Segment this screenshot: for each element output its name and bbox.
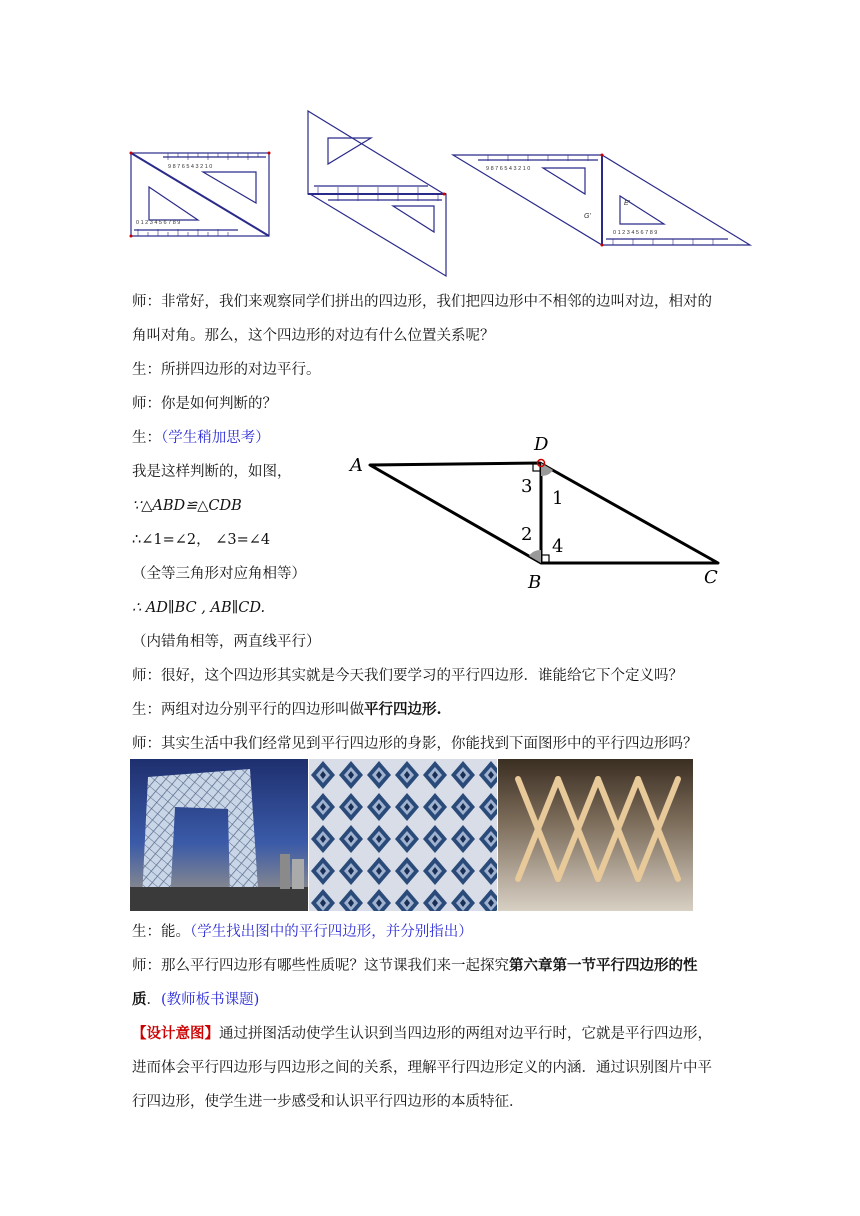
student-note: （学生稍加思考） [161,430,270,446]
angle-label-4: 4 [552,536,564,557]
teacher-note: (教师板书课题) [161,992,260,1008]
angle-label-2: 2 [521,524,533,545]
set-squares-figure [128,108,753,280]
dialogue-line: 生：所拼四边形的对边平行。 [132,362,321,378]
dialogue-line [132,922,473,942]
photo-diamond-pattern [309,759,497,911]
dialogue-line: 师：其实生活中我们经常见到平行四边形的身影，你能找到下面图形中的平行四边形吗？ [132,736,698,752]
design-intent-text: 通过拼图活动使学生认识到当四边形的两组对边平行时，它就是平行四边形， [219,1026,712,1042]
dialogue-line: 我是这样判断的，如图， [132,464,292,480]
ruler-scale-top-1: 9 8 7 6 5 4 3 2 1 0 [168,164,213,170]
vertex-label-d: D [534,434,549,455]
dialogue-line: 角叫对角。那么，这个四边形的对边有什么位置关系呢？ [132,328,495,344]
dialogue-line: 师：你是如何判断的？ [132,396,277,412]
dialogue-line: 师：非常好，我们来观察同学们拼出的四边形，我们把四边形中不相邻的边叫对边，相对的 [132,294,712,310]
lesson-title-end: 质 [132,991,147,1008]
photo-cctv-building [130,759,308,911]
teacher-text: 师：那么平行四边形有哪些性质呢？这节课我们来一起探究 [132,958,509,974]
dialogue-line [132,700,442,720]
ruler-scale-bottom-3: 0 1 2 3 4 5 6 7 8 9 [613,230,658,236]
photo-folding-rack [498,759,693,911]
ruler-scale-top-3: 9 8 7 6 5 4 3 2 1 0 [486,166,531,172]
proof-line: （全等三角形对应角相等） [132,566,306,582]
angle-label-1: 1 [552,488,564,509]
proof-line: ∵△ABD≌△CDB [132,498,242,514]
student-note: （学生找出图中的平行四边形，并分别指出） [190,924,473,940]
label-e-prime: E' [624,200,631,207]
proof-line: ∴ AD∥BC , AB∥CD. [132,600,266,616]
label-g-prime: G' [584,213,591,220]
dialogue-line: 师：很好，这个四边形其实就是今天我们要学习的平行四边形．谁能给它下个定义吗？ [132,668,683,684]
vertex-label-a: A [350,455,363,476]
student-answer: 生：能。 [132,924,190,940]
proof-line: （内错角相等，两直线平行） [132,634,321,650]
definition-text: 生：两组对边分别平行的四边形叫做 [132,702,364,718]
design-intent [132,1024,712,1044]
dialogue-line [132,956,698,976]
design-intent-line: 行四边形，使学生进一步感受和认识平行四边形的本质特征． [132,1094,524,1110]
vertex-label-c: C [704,567,718,588]
lesson-title: 第六章第一节平行四边形的性 [509,957,698,974]
proof-line: ∴∠1=∠2， ∠3=∠4 [132,532,271,548]
term-parallelogram: 平行四边形. [364,701,442,718]
dialogue-line [132,990,259,1010]
dialogue-line [132,428,270,448]
ruler-scale-bottom-1: 0 1 2 3 4 5 6 7 8 9 [136,220,181,226]
design-intent-line: 进而体会平行四边形与四边形之间的关系，理解平行四边形定义的内涵．通过识别图片中平 [132,1060,712,1076]
design-intent-tag: 【设计意图】 [132,1025,219,1042]
parallelogram-figure [340,430,740,595]
angle-label-3: 3 [521,476,533,497]
vertex-label-b: B [528,572,542,593]
speaker-prefix: 生： [132,430,161,446]
period: ． [146,992,161,1008]
